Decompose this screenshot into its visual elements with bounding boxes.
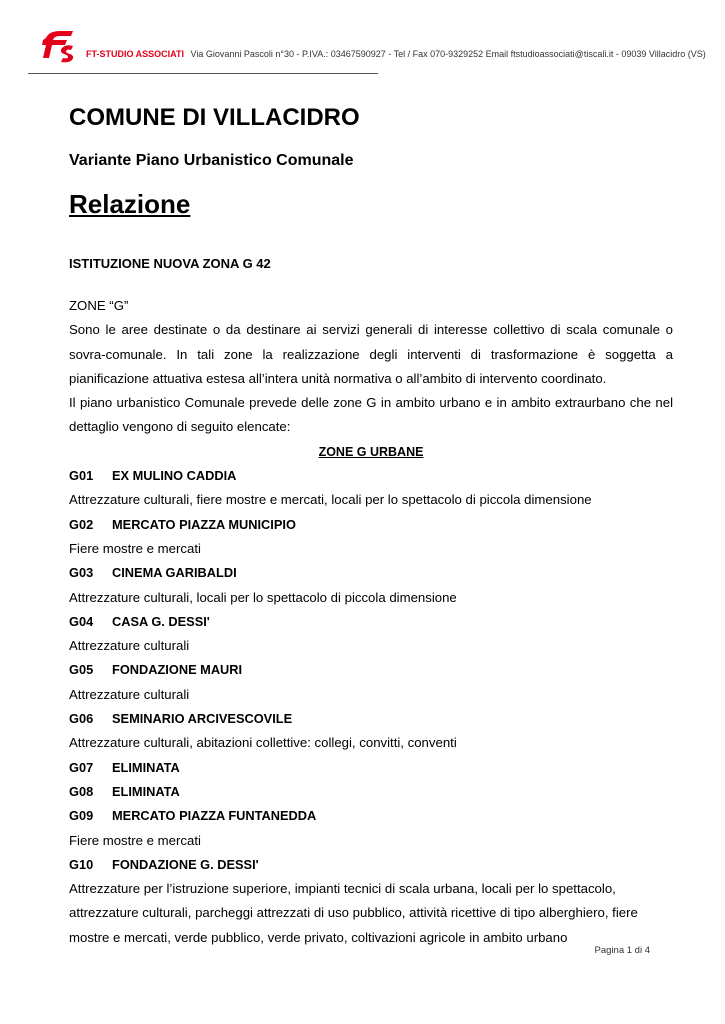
svg-text:ft: ft	[40, 28, 41, 29]
zone-heading	[69, 756, 673, 780]
zone-code: G01	[69, 468, 94, 484]
zone-description: Attrezzature culturali, fiere mostre e mercati, locali per lo spettacolo di piccola dimensione	[69, 492, 592, 508]
zone-heading	[69, 780, 673, 804]
zone-heading	[69, 464, 673, 488]
zone-name: EX MULINO CADDIA	[112, 468, 237, 484]
document-heading: Relazione	[69, 189, 191, 219]
list-intro-paragraph: Il piano urbanistico Comunale prevede delle zone G in ambito urbano e in ambito extraurbano che nel dettaglio vengono di seguito elencate:	[69, 395, 673, 435]
letterhead	[40, 28, 706, 76]
zone-heading	[69, 804, 673, 828]
intro-paragraph: Sono le aree destinate o da destinare ai servizi generali di interesse collettivo di scala comunale o sovra-comunale. In tali zone la realizzazione degli interventi di trasformazione è soggetta a pianificazione attuativa estesa all’intera unità normativa o all’ambito di intervento coordinato.	[69, 322, 673, 386]
zone-heading	[69, 707, 673, 731]
zone-description: Fiere mostre e mercati	[69, 832, 201, 848]
zone-code: G08	[69, 783, 94, 799]
document-title: COMUNE DI VILLACIDRO	[69, 104, 360, 131]
zone-description: Attrezzature per l’istruzione superiore, impianti tecnici di scala urbana, locali per lo spettacolo, attrezzature culturali, parcheggi attrezzati di uso pubblico, attività ricettive di tipo alberghiero, fiere mostre e mercati, verde pubblico, verde privato, coltivazioni agricole in ambito urbano	[69, 881, 638, 945]
zone-description: Attrezzature culturali	[69, 686, 190, 702]
zone-name: FONDAZIONE MAURI	[112, 662, 243, 678]
zone-list	[69, 464, 673, 950]
zone-name: ELIMINATA	[112, 783, 180, 799]
zone-heading	[69, 513, 673, 537]
document-subtitle: Variante Piano Urbanistico Comunale	[69, 152, 354, 169]
zone-code: G05	[69, 662, 94, 678]
zone-heading	[69, 610, 673, 634]
zone-heading	[69, 561, 673, 585]
zone-description: Attrezzature culturali, locali per lo spettacolo di piccola dimensione	[69, 589, 457, 605]
zone-name: MERCATO PIAZZA FUNTANEDDA	[112, 808, 317, 824]
zone-name: CINEMA GARIBALDI	[112, 565, 237, 581]
zone-code: G03	[69, 565, 94, 581]
page-number: Pagina 1 di 4	[594, 945, 650, 956]
zone-description: Attrezzature culturali, abitazioni collettive: collegi, convitti, conventi	[69, 735, 457, 751]
zone-code: G06	[69, 711, 94, 727]
zone-name: FONDAZIONE G. DESSI'	[112, 856, 259, 872]
zone-code: G04	[69, 613, 94, 629]
zone-label: ZONE “G”	[69, 298, 129, 313]
document-body	[69, 294, 673, 950]
zone-name: MERCATO PIAZZA MUNICIPIO	[112, 516, 296, 532]
section-title: ISTITUZIONE NUOVA ZONA G 42	[69, 256, 271, 271]
zone-code: G10	[69, 856, 94, 872]
zone-name: SEMINARIO ARCIVESCOVILE	[112, 711, 293, 727]
zone-description: Attrezzature culturali	[69, 638, 190, 654]
zone-code: G02	[69, 516, 94, 532]
urban-zones-title: ZONE G URBANE	[318, 444, 424, 459]
zone-name: CASA G. DESSI'	[112, 613, 210, 629]
ft-studio-logo-icon	[40, 28, 78, 64]
zone-code: G07	[69, 759, 94, 775]
zone-name: ELIMINATA	[112, 759, 180, 775]
zone-heading	[69, 853, 673, 877]
zone-description: Fiere mostre e mercati	[69, 540, 201, 556]
firm-name: FT-STUDIO ASSOCIATI	[86, 49, 184, 59]
firm-contacts: Via Giovanni Pascoli n°30 - P.IVA.: 03467590927 - Tel / Fax 070-9329252 Email ftstudioassociati@tiscali.it - 09039 Villacidro (VS)	[190, 49, 706, 59]
zone-heading	[69, 658, 673, 682]
zone-code: G09	[69, 808, 94, 824]
letterhead-info	[86, 49, 706, 59]
header-divider	[28, 73, 378, 74]
